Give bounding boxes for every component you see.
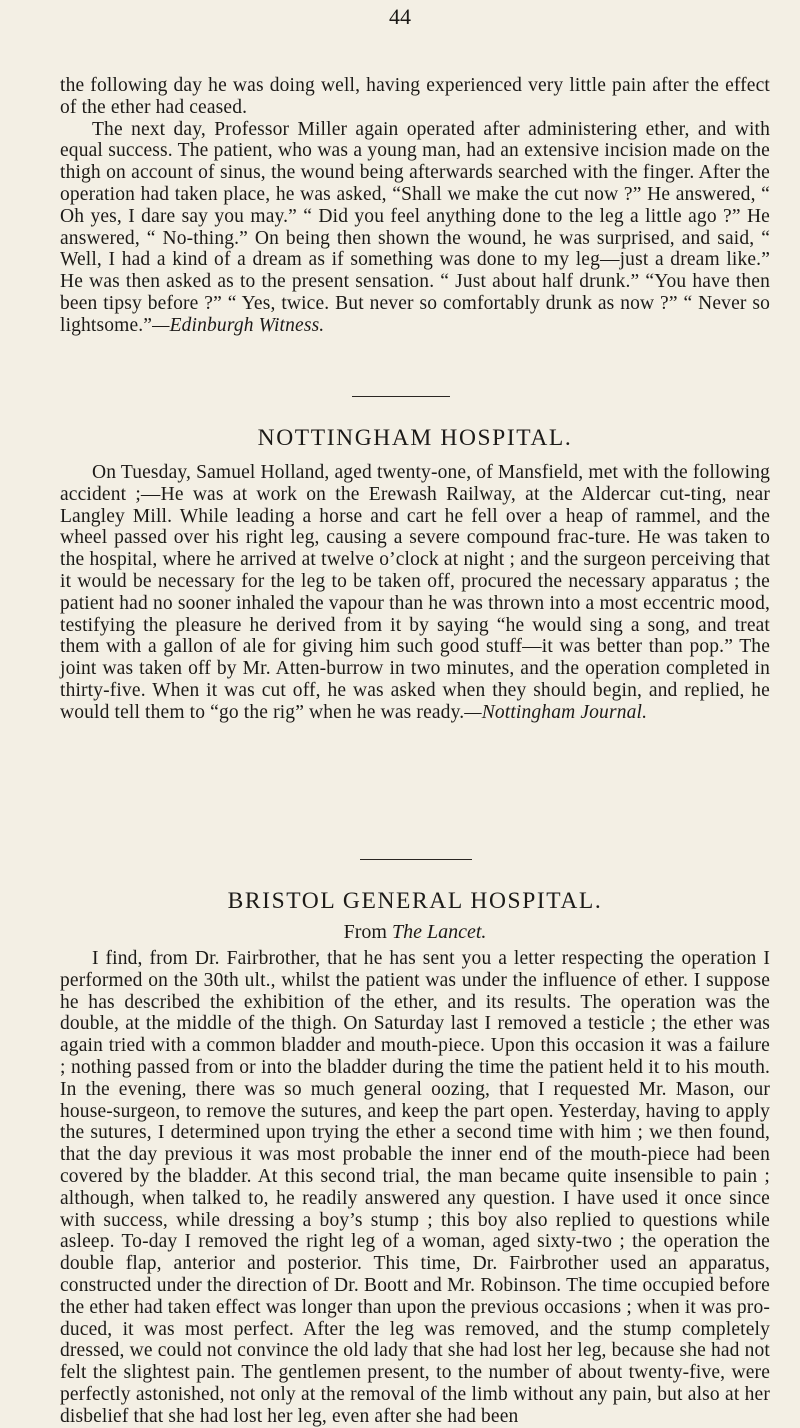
source-citation: —Edinburgh Witness. (152, 314, 325, 336)
section-nottingham (60, 425, 770, 724)
paragraph-text: On Tuesday, Samuel Holland, aged twenty-one, of Mansfield, met with the following accident ;—He was at work on the Erewash Railway, at the Aldercar cut-ting, near Langley Mill. While leading a horse and cart he fell over a heap of rammel, and the wheel passed over his right leg, causing a severe compound frac-ture. He was taken to the hospital, where he arrived at twelve o’clock at night ; and the surgeon perceiving that it would be necessary for the leg to be taken off, procured the necessary apparatus ; the patient had no sooner inhaled the vapour than he was thrown into a most eccentric mood, testifying the pleasure he derived from it by saying “he would sing a song, and treat them with a gallon of ale for giving him such good stuff—it was better than pop.” The joint was taken off by Mr. Atten-burrow in two minutes, and the operation completed in thirty-five. When it was cut off, he was asked when they should begin, and replied, he would tell them to “go the rig” when he was ready. (60, 462, 770, 723)
section-divider (352, 396, 450, 397)
section-bristol (60, 888, 770, 1428)
paragraph-nottingham (60, 462, 770, 724)
section-divider (360, 859, 472, 860)
page-number: 44 (389, 4, 411, 29)
paragraph-continuation: the following day he was doing well, having experienced very little pain after the effect of the ether had ceased. (60, 75, 770, 118)
paragraph-text: The next day, Professor Miller again operated after administering ether, and with equal success. The patient, who was a young man, had an extensive incision made on the thigh on account of sinus, the wound being afterwards searched with the finger. After the operation had taken place, he was asked, “Shall we make the cut now ?” He answered, “ Oh yes, I dare say you may.” “ Did you feel anything done to the leg a little ago ?” He answered, “ No-thing.” On being then shown the wound, he was surprised, and said, “ Well, I had a kind of a dream as if something was done to my leg—just a dream like.” He was then asked as to the present sensation. “ Just about half drunk.” “You have then been tipsy before ?” “ Yes, twice. But never so comfortably drunk as now ?” “ Never so lightsome.” (60, 118, 770, 336)
subheading-prefix: From (343, 921, 392, 943)
paragraph-bristol: I find, from Dr. Fairbrother, that he has sent you a letter respecting the operation I performed on the 30th ult., whilst the patient was under the influence of ether. I suppose he has described the exhibition of the ether, and its results. The operation was the double, at the middle of the thigh. On Saturday last I removed a testicle ; the ether was again tried with a common bladder and mouth-piece. Upon this occasion it was a failure ; nothing passed from or into the bladder during the time the patient held it to his mouth. In the evening, there was so much general oozing, that I requested Mr. Mason, our house-surgeon, to remove the sutures, and keep the part open. Yesterday, having to apply the sutures, I determined upon trying the ether a second time with him ; we then found, that the day previous it was most probable the inner end of the mouth-piece had been covered by the bladder. At this second trial, the man became quite insensible to pain ; although, when talked to, he readily answered any question. I have used it once since with success, while dressing a boy’s stump ; this boy also replied to questions while asleep. To-day I removed the right leg of a woman, aged sixty-two ; the operation the double flap, anterior and posterior. This time, Dr. Fairbrother used an apparatus, constructed under the direction of Dr. Boott and Mr. Robinson. The time occupied before the ether had taken effect was longer than upon the previous occasions ; when it was pro-duced, it was most perfect. After the leg was removed, and the stump completely dressed, we could not convince the old lady that she had lost her leg, because she had not felt the slightest pain. The gentlemen present, to the number of about twenty-five, were perfectly astonished, not only at the removal of the limb without any pain, but also at her disbelief that she had lost her leg, even after she had been (60, 948, 770, 1427)
paragraph-miller (60, 119, 770, 337)
section-heading: BRISTOL GENERAL HOSPITAL. (227, 888, 603, 914)
section-heading: NOTTINGHAM HOSPITAL. (257, 425, 573, 451)
subheading-journal: The Lancet. (391, 921, 487, 943)
section-subheading (60, 921, 770, 944)
section-edinburgh (60, 75, 770, 337)
source-citation: —Nottingham Journal. (464, 701, 648, 723)
